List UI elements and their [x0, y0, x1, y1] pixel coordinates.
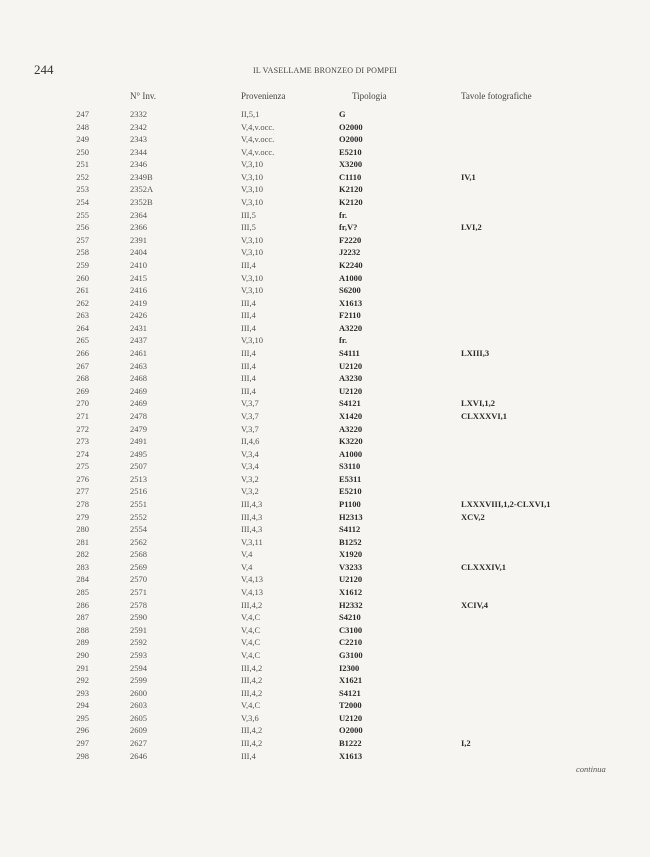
table-row: [0, 309, 650, 321]
inventory-number: 2627: [130, 738, 147, 748]
inventory-number: 2463: [130, 360, 147, 371]
inventory-number: 2404: [130, 247, 147, 258]
typology: T2000: [339, 700, 362, 711]
row-number: 281: [76, 536, 89, 547]
row-number: 282: [76, 549, 89, 560]
provenance: III,4: [241, 297, 256, 308]
table-row: [0, 272, 650, 284]
inventory-number: 2592: [130, 637, 147, 648]
row-number: 274: [76, 448, 89, 459]
inventory-number: 2551: [130, 498, 147, 509]
row-number: 262: [76, 297, 89, 308]
provenance: V,3,2: [241, 486, 259, 497]
provenance: V,3,10: [241, 247, 264, 258]
inventory-number: 2342: [130, 121, 147, 132]
typology: S4121: [339, 398, 361, 409]
inventory-number: 2571: [130, 587, 147, 598]
row-number: 269: [76, 385, 89, 396]
typology: U2120: [339, 385, 363, 396]
inventory-number: 2346: [130, 159, 147, 170]
row-number: 248: [76, 121, 89, 132]
inventory-number: 2469: [130, 398, 147, 409]
row-number: 291: [76, 662, 89, 673]
table-row: [0, 662, 650, 674]
row-number: 286: [76, 599, 89, 610]
table-row: [0, 586, 650, 598]
provenance: III,4: [241, 750, 256, 761]
row-number: 268: [76, 373, 89, 384]
provenance: III,4,2: [241, 599, 263, 610]
typology: P1100: [339, 498, 361, 509]
provenance: V,3,4: [241, 461, 259, 472]
inventory-number: 2419: [130, 297, 147, 308]
inventory-number: 2599: [130, 675, 147, 686]
table-row: [0, 234, 650, 246]
column-header-inv: N° Inv.: [130, 91, 157, 101]
table-row: [0, 523, 650, 535]
provenance: II,5,1: [241, 109, 260, 119]
inventory-number: 2646: [130, 750, 147, 761]
provenance: V,3,10: [241, 159, 264, 170]
provenance: V,3,7: [241, 423, 259, 434]
inventory-number: 2594: [130, 662, 147, 673]
typology: A3230: [339, 373, 363, 384]
inventory-number: 2479: [130, 423, 147, 434]
typology: S3110: [339, 461, 361, 472]
typology: fr.: [339, 335, 347, 346]
provenance: V,4,13: [241, 587, 264, 598]
inventory-number: 2513: [130, 473, 147, 484]
table-row: [0, 498, 650, 510]
column-header-tipologia: Tipologia: [352, 91, 387, 101]
provenance: V,4,C: [241, 624, 261, 635]
provenance: III,4,2: [241, 662, 263, 673]
column-header-provenienza: Provenienza: [241, 91, 286, 101]
typology: C2210: [339, 637, 363, 648]
provenance: V,4: [241, 561, 253, 572]
provenance: V,3,7: [241, 410, 259, 421]
table-row: [0, 322, 650, 334]
provenance: III,5: [241, 209, 256, 220]
row-number: 263: [76, 310, 89, 321]
typology: B1252: [339, 536, 362, 547]
table-row: [0, 674, 650, 686]
table-row: [0, 297, 650, 309]
inventory-number: 2352A: [130, 184, 154, 195]
provenance: III,4,2: [241, 687, 263, 698]
table-row: [0, 548, 650, 560]
inventory-number: 2468: [130, 373, 147, 384]
inventory-number: 2364: [130, 209, 147, 220]
typology: O2000: [339, 725, 363, 736]
row-number: 293: [76, 687, 89, 698]
typology: C1110: [339, 171, 362, 182]
inventory-number: 2491: [130, 436, 147, 447]
row-number: 280: [76, 524, 89, 535]
table-row: [0, 511, 650, 523]
provenance: V,4,C: [241, 700, 261, 711]
provenance: III,4,3: [241, 524, 263, 535]
table-row: [0, 737, 650, 749]
provenance: III,5: [241, 222, 256, 233]
inventory-number: 2437: [130, 335, 147, 346]
typology: J2232: [339, 247, 361, 258]
typology: X1920: [339, 549, 363, 560]
row-number: 254: [76, 197, 89, 208]
inventory-number: 2391: [130, 234, 147, 245]
inventory-number: 2410: [130, 259, 147, 270]
inventory-number: 2332: [130, 109, 147, 119]
table-row: [0, 171, 650, 183]
typology: H2332: [339, 599, 363, 610]
photo-plates: LXVI,1,2: [461, 398, 496, 409]
provenance: V,3,2: [241, 473, 259, 484]
table-row: [0, 448, 650, 460]
typology: X1420: [339, 410, 363, 421]
typology: O2000: [339, 121, 363, 132]
photo-plates: CLXXXIV,1: [461, 561, 506, 572]
inventory-number: 2343: [130, 134, 147, 145]
row-number: 292: [76, 675, 89, 686]
provenance: V,3,10: [241, 272, 264, 283]
row-number: 272: [76, 423, 89, 434]
table-row: [0, 611, 650, 623]
typology: U2120: [339, 712, 363, 723]
provenance: V,3,10: [241, 184, 264, 195]
provenance: V,4,C: [241, 612, 261, 623]
row-number: 287: [76, 612, 89, 623]
typology: fr,V?: [339, 222, 358, 233]
typology: A1000: [339, 272, 363, 283]
inventory-number: 2507: [130, 461, 147, 472]
row-number: 249: [76, 134, 89, 145]
photo-plates: LXXXVIII,1,2-CLXVI,1: [461, 498, 551, 509]
row-number: 258: [76, 247, 89, 258]
table-row: [0, 196, 650, 208]
table-row: [0, 121, 650, 133]
table-row: [0, 561, 650, 573]
row-number: 273: [76, 436, 89, 447]
provenance: III,4,2: [241, 675, 263, 686]
inventory-number: 2554: [130, 524, 147, 535]
row-number: 297: [76, 738, 89, 748]
typology: F2110: [339, 310, 361, 321]
table-row: [0, 246, 650, 258]
inventory-number: 2344: [130, 146, 147, 157]
inventory-number: 2569: [130, 561, 147, 572]
column-header-tavole: Tavole fotografiche: [461, 91, 532, 101]
provenance: V,3,4: [241, 448, 259, 459]
page-number: 244: [34, 62, 54, 77]
typology: U2120: [339, 574, 363, 585]
row-number: 261: [76, 285, 89, 296]
table-row: [0, 435, 650, 447]
table-row: [0, 624, 650, 636]
typology: B1222: [339, 738, 362, 748]
row-number: 271: [76, 410, 89, 421]
row-number: 266: [76, 348, 89, 359]
row-number: 278: [76, 498, 89, 509]
row-number: 264: [76, 322, 89, 333]
table-row: [0, 221, 650, 233]
provenance: III,4: [241, 310, 256, 321]
inventory-number: 2578: [130, 599, 147, 610]
provenance: III,4,2: [241, 725, 263, 736]
provenance: III,4: [241, 259, 256, 270]
table-row: [0, 108, 650, 120]
photo-plates: XCIV,4: [461, 599, 489, 610]
table-row: [0, 334, 650, 346]
row-number: 277: [76, 486, 89, 497]
row-number: 257: [76, 234, 89, 245]
table-row: [0, 385, 650, 397]
table-row: [0, 423, 650, 435]
row-number: 290: [76, 649, 89, 660]
typology: A3220: [339, 423, 363, 434]
typology: U2120: [339, 360, 363, 371]
row-number: 294: [76, 700, 89, 711]
inventory-number: 2352B: [130, 197, 153, 208]
table-row: [0, 460, 650, 472]
typology: K3220: [339, 436, 363, 447]
row-number: 279: [76, 511, 89, 522]
table-row: [0, 712, 650, 724]
row-number: 247: [76, 109, 89, 119]
provenance: V,4,v.occ.: [241, 121, 275, 132]
provenance: V,4,v.occ.: [241, 146, 275, 157]
inventory-number: 2495: [130, 448, 147, 459]
provenance: V,4,v.occ.: [241, 134, 275, 145]
row-number: 251: [76, 159, 89, 170]
row-number: 285: [76, 587, 89, 598]
typology: H2313: [339, 511, 363, 522]
typology: S4121: [339, 687, 361, 698]
typology: G3100: [339, 649, 363, 660]
provenance: III,4,2: [241, 738, 263, 748]
inventory-number: 2568: [130, 549, 147, 560]
provenance: III,4: [241, 322, 256, 333]
typology: A3220: [339, 322, 363, 333]
typology: S4112: [339, 524, 361, 535]
inventory-number: 2600: [130, 687, 147, 698]
row-number: 284: [76, 574, 89, 585]
table-row: [0, 410, 650, 422]
table-row: [0, 209, 650, 221]
photo-plates: IV,1: [461, 171, 476, 182]
table-row: [0, 724, 650, 736]
provenance: V,3,7: [241, 398, 259, 409]
continued-note: continua: [576, 764, 606, 774]
inventory-number: 2469: [130, 385, 147, 396]
provenance: V,3,10: [241, 171, 264, 182]
table-row: [0, 687, 650, 699]
inventory-number: 2609: [130, 725, 147, 736]
inventory-number: 2431: [130, 322, 147, 333]
typology: C3100: [339, 624, 363, 635]
row-number: 276: [76, 473, 89, 484]
row-number: 256: [76, 222, 89, 233]
row-number: 296: [76, 725, 89, 736]
table-row: [0, 599, 650, 611]
provenance: V,3,10: [241, 335, 264, 346]
row-number: 267: [76, 360, 89, 371]
inventory-number: 2570: [130, 574, 147, 585]
typology: X1621: [339, 675, 363, 686]
provenance: V,3,11: [241, 536, 263, 547]
table-row: [0, 750, 650, 762]
provenance: III,4,3: [241, 511, 263, 522]
inventory-number: 2426: [130, 310, 147, 321]
table-row: [0, 183, 650, 195]
typology: E5311: [339, 473, 362, 484]
inventory-number: 2591: [130, 624, 147, 635]
inventory-number: 2593: [130, 649, 147, 660]
typology: K2240: [339, 259, 363, 270]
inventory-number: 2590: [130, 612, 147, 623]
typology: S6200: [339, 285, 361, 296]
row-number: 250: [76, 146, 89, 157]
typology: fr.: [339, 209, 347, 220]
inventory-number: 2461: [130, 348, 147, 359]
typology: O2000: [339, 134, 363, 145]
provenance: III,4,3: [241, 498, 263, 509]
table-row: [0, 649, 650, 661]
table-row: [0, 259, 650, 271]
row-number: 265: [76, 335, 89, 346]
row-number: 298: [76, 750, 89, 761]
provenance: V,3,10: [241, 285, 264, 296]
inventory-number: 2552: [130, 511, 147, 522]
row-number: 252: [76, 171, 89, 182]
table-row: [0, 360, 650, 372]
provenance: V,4,C: [241, 649, 261, 660]
table-row: [0, 473, 650, 485]
running-head: IL VASELLAME BRONZEO DI POMPEI: [252, 66, 398, 75]
inventory-number: 2349B: [130, 171, 153, 182]
row-number: 253: [76, 184, 89, 195]
photo-plates: LXIII,3: [461, 348, 490, 359]
row-number: 295: [76, 712, 89, 723]
table-row: [0, 372, 650, 384]
photo-plates: I,2: [461, 738, 471, 748]
typology: S4111: [339, 348, 360, 359]
typology: I2300: [339, 662, 360, 673]
provenance: V,3,10: [241, 197, 264, 208]
photo-plates: CLXXXVI,1: [461, 410, 508, 421]
provenance: V,4,13: [241, 574, 264, 585]
table-row: [0, 158, 650, 170]
typology: X1613: [339, 297, 363, 308]
provenance: V,4,C: [241, 637, 261, 648]
typology: X1613: [339, 750, 363, 761]
inventory-number: 2562: [130, 536, 147, 547]
provenance: III,4: [241, 373, 256, 384]
inventory-number: 2478: [130, 410, 147, 421]
typology: X3200: [339, 159, 363, 170]
provenance: III,4: [241, 360, 256, 371]
typology: V3233: [339, 561, 363, 572]
table-row: [0, 146, 650, 158]
table-row: [0, 284, 650, 296]
inventory-number: 2366: [130, 222, 147, 233]
typology: E5210: [339, 486, 362, 497]
row-number: 275: [76, 461, 89, 472]
row-number: 283: [76, 561, 89, 572]
inventory-number: 2603: [130, 700, 147, 711]
photo-plates: XCV,2: [461, 511, 485, 522]
table-row: [0, 485, 650, 497]
table-row: [0, 699, 650, 711]
row-number: 288: [76, 624, 89, 635]
provenance: V,3,10: [241, 234, 264, 245]
row-number: 289: [76, 637, 89, 648]
inventory-number: 2416: [130, 285, 147, 296]
row-number: 270: [76, 398, 89, 409]
table-row: [0, 573, 650, 585]
typology: X1612: [339, 587, 363, 598]
typology: G: [339, 109, 346, 119]
provenance: III,4: [241, 348, 256, 359]
table-row: [0, 636, 650, 648]
row-number: 259: [76, 259, 89, 270]
typology: K2120: [339, 197, 363, 208]
inventory-number: 2605: [130, 712, 147, 723]
table-row: [0, 536, 650, 548]
inventory-number: 2516: [130, 486, 147, 497]
table-row: [0, 397, 650, 409]
typology: K2120: [339, 184, 363, 195]
provenance: III,4: [241, 385, 256, 396]
inventory-number: 2415: [130, 272, 147, 283]
typology: F2220: [339, 234, 362, 245]
photo-plates: LVI,2: [461, 222, 482, 233]
provenance: V,4: [241, 549, 253, 560]
row-number: 260: [76, 272, 89, 283]
row-number: 255: [76, 209, 89, 220]
provenance: V,3,6: [241, 712, 259, 723]
typology: E5210: [339, 146, 362, 157]
typology: A1000: [339, 448, 363, 459]
table-row: [0, 347, 650, 359]
provenance: II,4,6: [241, 436, 260, 447]
typology: S4210: [339, 612, 361, 623]
table-row: [0, 133, 650, 145]
